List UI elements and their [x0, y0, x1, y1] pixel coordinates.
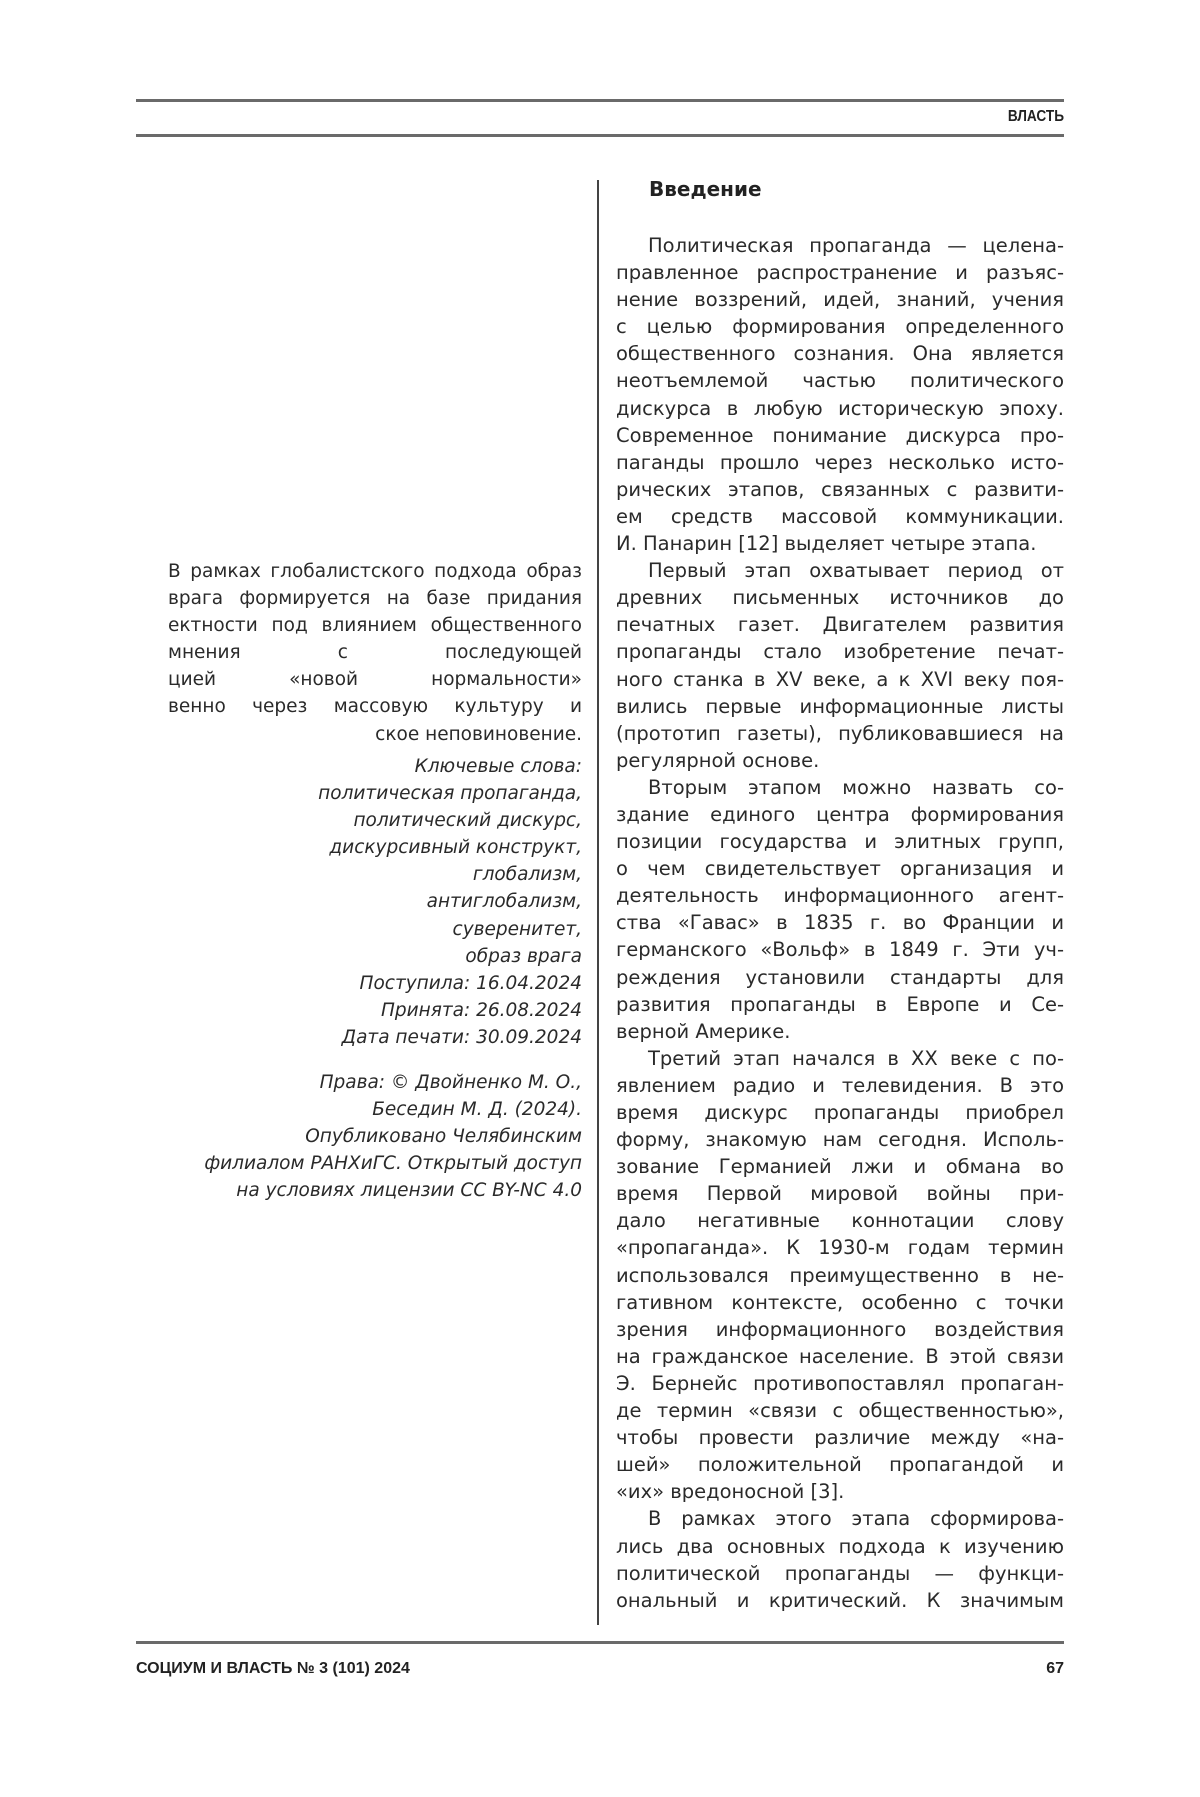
keywords: [168, 753, 582, 970]
column-divider: [597, 180, 599, 1625]
body-line: политической пропаганды — функци-: [616, 1560, 1064, 1587]
abstract: [168, 558, 582, 748]
body-line: гативном контексте, особенно с точки: [616, 1289, 1064, 1316]
rights-line: Права: © Двойненко М. О.,: [168, 1069, 582, 1096]
header-rule-top: [136, 99, 1064, 102]
abstract-line: В рамках глобалистского подхода образ: [168, 558, 582, 585]
body-text: [616, 232, 1064, 1614]
rights-line: Опубликовано Челябинским: [168, 1123, 582, 1150]
date-line: Дата печати: 30.09.2024: [168, 1024, 582, 1051]
body-line: «их» вредоносной [3].: [616, 1478, 1064, 1505]
keyword: суверенитет,: [168, 916, 582, 943]
abstract-line: цией «новой нормальности»: [168, 666, 582, 693]
abstract-line: ское неповиновение.: [168, 721, 582, 748]
body-line: развития пропаганды в Европе и Се-: [616, 991, 1064, 1018]
body-line: правленное распространение и разъяс-: [616, 259, 1064, 286]
body-line: древних письменных источников до: [616, 584, 1064, 611]
body-line: чтобы провести различие между «на-: [616, 1424, 1064, 1451]
body-line: Современное понимание дискурса про-: [616, 422, 1064, 449]
body-line: печатных газет. Двигателем развития: [616, 611, 1064, 638]
body-line: И. Панарин [12] выделяет четыре этапа.: [616, 530, 1064, 557]
body-line: Первый этап охватывает период от: [616, 557, 1064, 584]
date-line: Поступила: 16.04.2024: [168, 970, 582, 997]
body-line: де термин «связи с общественностью»,: [616, 1397, 1064, 1424]
body-line: время дискурс пропаганды приобрел: [616, 1099, 1064, 1126]
keyword: дискурсивный конструкт,: [168, 834, 582, 861]
rights: [168, 1069, 582, 1204]
section-heading: Введение: [649, 177, 762, 201]
dates: [168, 970, 582, 1051]
body-line: Третий этап начался в XX веке с по-: [616, 1045, 1064, 1072]
body-line: реждения установили стандарты для: [616, 964, 1064, 991]
footer-rule: [136, 1641, 1064, 1644]
date-line: Принята: 26.08.2024: [168, 997, 582, 1024]
body-line: германского «Вольф» в 1849 г. Эти уч-: [616, 936, 1064, 963]
journal-title: СОЦИУМ И ВЛАСТЬ № 3 (101) 2024: [136, 1660, 410, 1678]
keyword: политическая пропаганда,: [168, 780, 582, 807]
body-line: ного станка в XV веке, а к XVI веку поя-: [616, 666, 1064, 693]
body-line: ства «Гавас» в 1835 г. во Франции и: [616, 909, 1064, 936]
body-line: общественного сознания. Она является: [616, 340, 1064, 367]
body-line: дискурса в любую историческую эпоху.: [616, 395, 1064, 422]
body-line: Политическая пропаганда — целена-: [616, 232, 1064, 259]
body-line: шей» положительной пропагандой и: [616, 1451, 1064, 1478]
body-line: паганды прошло через несколько исто-: [616, 449, 1064, 476]
body-line: явлением радио и телевидения. В это: [616, 1072, 1064, 1099]
abstract-line: ектности под влиянием общественного: [168, 612, 582, 639]
rights-line: на условиях лицензии CC BY-NC 4.0: [168, 1177, 582, 1204]
body-line: зрения информационного воздействия: [616, 1316, 1064, 1343]
keyword: глобализм,: [168, 861, 582, 888]
body-line: Вторым этапом можно назвать со-: [616, 774, 1064, 801]
header-rule-bottom: [136, 134, 1064, 137]
rights-line: филиалом РАНХиГС. Открытый доступ: [168, 1150, 582, 1177]
body-line: ональный и критический. К значимым: [616, 1587, 1064, 1614]
body-line: на гражданское население. В этой связи: [616, 1343, 1064, 1370]
body-line: рических этапов, связанных с развити-: [616, 476, 1064, 503]
keyword: политический дискурс,: [168, 807, 582, 834]
body-line: «пропаганда». К 1930-м годам термин: [616, 1234, 1064, 1261]
body-line: время Первой мировой войны при-: [616, 1180, 1064, 1207]
body-line: здание единого центра формирования: [616, 801, 1064, 828]
body-line: верной Америке.: [616, 1018, 1064, 1045]
body-line: ем средств массовой коммуникации.: [616, 503, 1064, 530]
body-line: лись два основных подхода к изучению: [616, 1533, 1064, 1560]
body-line: форму, знакомую нам сегодня. Исполь-: [616, 1126, 1064, 1153]
body-line: деятельность информационного агент-: [616, 882, 1064, 909]
body-line: неотъемлемой частью политического: [616, 367, 1064, 394]
body-line: с целью формирования определенного: [616, 313, 1064, 340]
body-line: В рамках этого этапа сформирова-: [616, 1505, 1064, 1532]
body-line: о чем свидетельствует организация и: [616, 855, 1064, 882]
abstract-line: венно через массовую культуру и: [168, 693, 582, 720]
body-line: регулярной основе.: [616, 747, 1064, 774]
abstract-line: мнения с последующей: [168, 639, 582, 666]
body-line: позиции государства и элитных групп,: [616, 828, 1064, 855]
keywords-label: Ключевые слова:: [168, 753, 582, 780]
body-line: зование Германией лжи и обмана во: [616, 1153, 1064, 1180]
body-line: нение воззрений, идей, знаний, учения: [616, 286, 1064, 313]
body-line: Э. Бернейс противопоставлял пропаган-: [616, 1370, 1064, 1397]
keyword: антиглобализм,: [168, 888, 582, 915]
body-line: пропаганды стало изобретение печат-: [616, 638, 1064, 665]
body-line: использовался преимущественно в не-: [616, 1262, 1064, 1289]
keyword: образ врага: [168, 943, 582, 970]
section-title: ВЛАСТЬ: [1008, 108, 1064, 126]
body-line: дало негативные коннотации слову: [616, 1207, 1064, 1234]
body-line: (прототип газеты), публиковавшиеся на: [616, 720, 1064, 747]
body-line: вились первые информационные листы: [616, 693, 1064, 720]
abstract-line: врага формируется на базе придания: [168, 585, 582, 612]
page-number: 67: [1046, 1660, 1064, 1678]
rights-line: Беседин М. Д. (2024).: [168, 1096, 582, 1123]
